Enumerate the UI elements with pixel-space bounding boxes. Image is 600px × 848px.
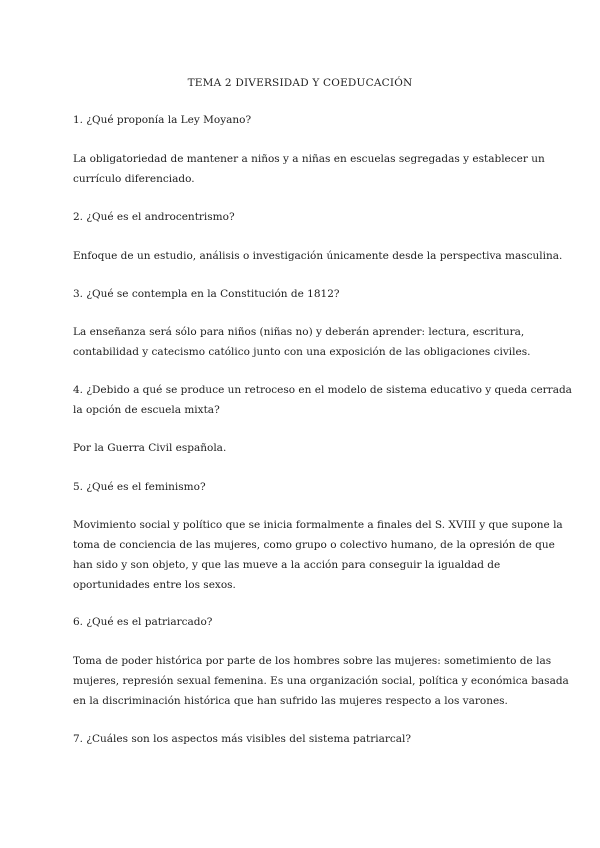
question-3: 3. ¿Qué se contempla en la Constitución de 1812? [73, 288, 340, 300]
answer-4-line-1: Por la Guerra Civil española. [73, 442, 227, 454]
answer-1-line-2: currículo diferenciado. [73, 173, 195, 185]
answer-2-line-1: Enfoque de un estudio, análisis o investigación únicamente desde la perspectiva masculina. [73, 250, 563, 262]
answer-5-line-3: han sido y son objeto, y que las mueve a la acción para conseguir la igualdad de [73, 559, 501, 571]
question-2: 2. ¿Qué es el androcentrismo? [73, 211, 235, 223]
answer-1-line-1: La obligatoriedad de mantener a niños y a niñas en escuelas segregadas y establecer un [73, 153, 545, 165]
question-4-line-2: la opción de escuela mixta? [73, 404, 220, 416]
question-6: 6. ¿Qué es el patriarcado? [73, 616, 213, 628]
answer-5-line-2: toma de conciencia de las mujeres, como grupo o colectivo humano, de la opresión de que [73, 539, 555, 551]
answer-3-line-1: La enseñanza será sólo para niños (niñas no) y deberán aprender: lectura, escritura, [73, 326, 525, 338]
question-1: 1. ¿Qué proponía la Ley Moyano? [73, 114, 252, 126]
answer-6-line-2: mujeres, represión sexual femenina. Es una organización social, política y económica basada [73, 675, 569, 687]
answer-5-line-1: Movimiento social y político que se inicia formalmente a finales del S. XVIII y que supone la [73, 519, 563, 531]
answer-6-line-1: Toma de poder histórica por parte de los hombres sobre las mujeres: sometimiento de las [73, 655, 552, 667]
question-4-line-1: 4. ¿Debido a qué se produce un retroceso en el modelo de sistema educativo y queda cerrada [73, 384, 572, 396]
question-5: 5. ¿Qué es el feminismo? [73, 481, 206, 493]
answer-5-line-4: oportunidades entre los sexos. [73, 579, 236, 591]
answer-6-line-3: en la discriminación histórica que han sufrido las mujeres respecto a los varones. [73, 695, 508, 707]
answer-3-line-2: contabilidad y catecismo católico junto con una exposición de las obligaciones civiles. [73, 346, 531, 358]
question-7: 7. ¿Cuáles son los aspectos más visibles del sistema patriarcal? [73, 733, 412, 745]
document-title: TEMA 2 DIVERSIDAD Y COEDUCACIÓN [187, 77, 413, 89]
